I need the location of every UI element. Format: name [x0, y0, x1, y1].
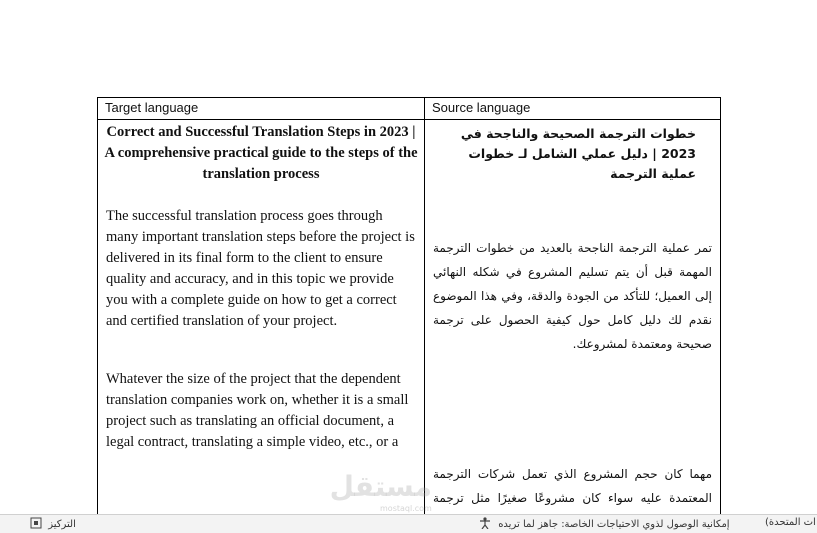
target-language-label: Target language: [105, 100, 199, 115]
english-paragraph-2: Whatever the size of the project that the dependent translation companies work on, whether it is a small project such as translating an official document, a legal contract, translating a simple video, etc., or a: [106, 371, 409, 450]
target-language-header[interactable]: [98, 98, 425, 120]
source-language-header[interactable]: [425, 98, 721, 120]
arabic-paragraph-2: مهما كان حجم المشروع الذي تعمل شركات الترجمة المعتمدة عليه سواء كان مشروعًا صغيرًا مثل ترجمة: [433, 467, 712, 505]
accessibility-status[interactable]: [478, 517, 730, 530]
table-body-row: [98, 120, 721, 515]
status-bar: [0, 514, 817, 533]
arabic-paragraph-1: تمر عملية الترجمة الناجحة بالعديد من خطوات الترجمة المهمة قبل أن يتم تسليم المشروع في شكله النهائي إلى العميل؛ للتأكد من الجودة والدقة، وفي هذا الموضوع نقدم لك دليل كامل حول كيفية الحصول على ترجمة صحيحة ومعتمدة لمشروعك.: [433, 241, 712, 351]
focus-mode-button[interactable]: [30, 517, 76, 530]
arabic-title: خطوات الترجمة الصحيحة والناجحة في 2023 | دليل عملي الشامل لـ خطوات عملية الترجمة: [460, 126, 696, 181]
table-header-row: [98, 98, 721, 120]
target-language-cell[interactable]: [98, 120, 425, 515]
source-language-label: Source language: [432, 100, 531, 115]
accessibility-icon: [478, 517, 492, 529]
english-paragraph-1: The successful translation process goes through many important translation steps before the project is delivered in its final form to the client to ensure quality and accuracy, and in this topic we provide you with a complete guide on how to get a correct and certified translation of your project.: [106, 208, 415, 329]
language-status[interactable]: [765, 517, 816, 528]
language-label: ات المتحدة): [765, 517, 816, 528]
focus-icon: [30, 517, 42, 529]
focus-label: التركيز: [48, 519, 76, 530]
accessibility-label: إمكانية الوصول لذوي الاحتياجات الخاصة: جاهز لما تريده: [498, 519, 730, 530]
source-language-cell[interactable]: [425, 120, 721, 515]
translation-table: [97, 97, 721, 514]
watermark-url: mostaql.com: [380, 504, 432, 513]
watermark-logo-text: مستقل: [329, 470, 432, 503]
english-title: Correct and Successful Translation Steps in 2023 | A comprehensive practical guide to the steps of the translation process: [104, 124, 418, 182]
